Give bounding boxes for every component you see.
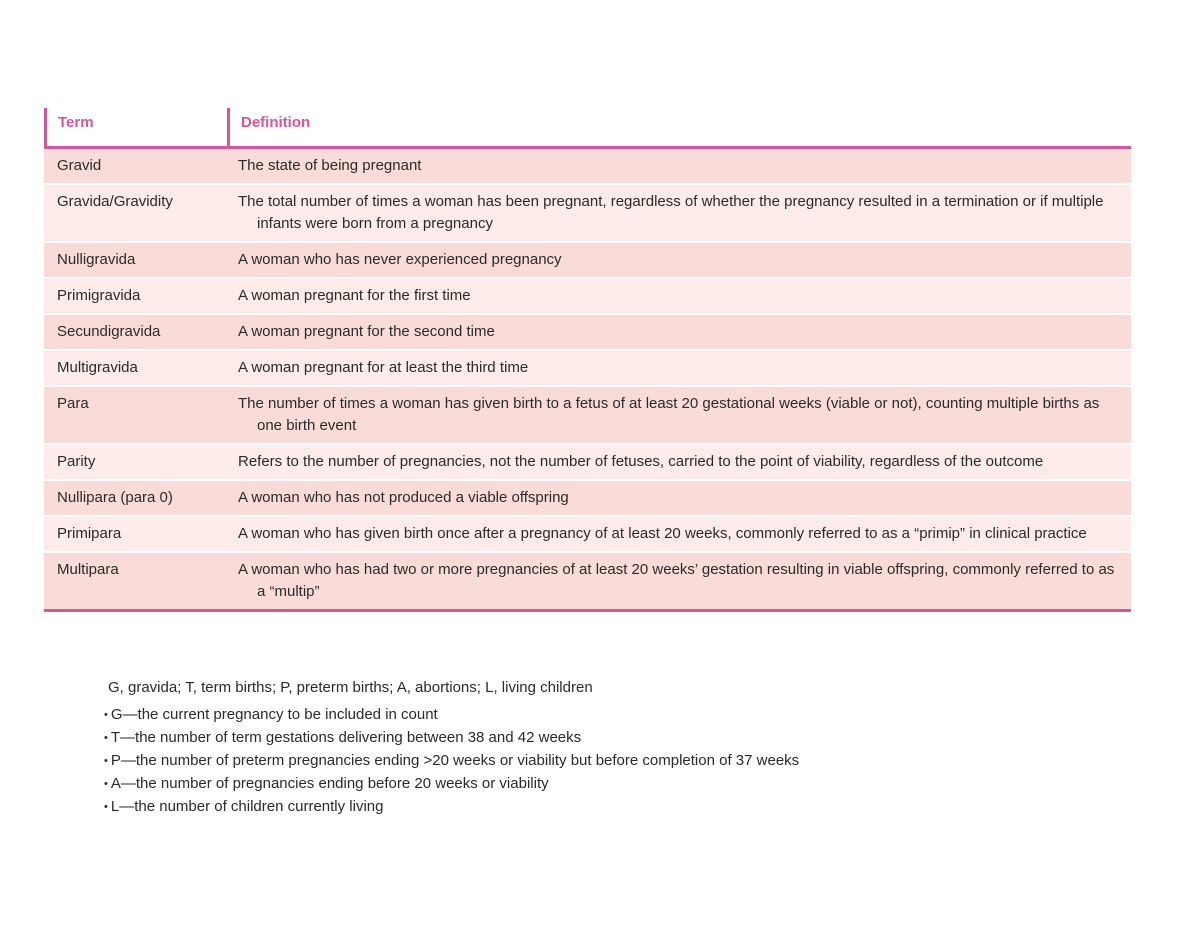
bullet-dot-icon: • bbox=[104, 755, 108, 767]
definition-cell bbox=[227, 445, 1131, 479]
definitions-table bbox=[44, 108, 1131, 612]
bullet-text: P—the number of preterm pregnancies ending >20 weeks or viability but before completion of 37 weeks bbox=[110, 752, 800, 769]
definition-cell bbox=[227, 243, 1131, 277]
table-row bbox=[44, 551, 1131, 609]
term-cell: Parity bbox=[57, 453, 96, 470]
definition-text: A woman who has given birth once after a pregnancy of at least 20 weeks, commonly referred to as a “primip” in clinical practice bbox=[238, 525, 1087, 542]
table-row bbox=[44, 349, 1131, 385]
bullet-dot-icon: • bbox=[104, 801, 108, 813]
list-item bbox=[104, 704, 799, 727]
definition-cell bbox=[227, 149, 1131, 183]
term-cell: Gravid bbox=[57, 157, 102, 174]
definition-text: A woman pregnant for the first time bbox=[238, 287, 471, 304]
definition-cell bbox=[227, 517, 1131, 551]
term-column-header: Term bbox=[44, 108, 227, 146]
term-cell: Para bbox=[57, 395, 89, 412]
bullet-dot-icon: • bbox=[104, 778, 108, 790]
table-row bbox=[44, 515, 1131, 551]
term-cell: Secundigravida bbox=[57, 323, 161, 340]
table-row bbox=[44, 443, 1131, 479]
list-item bbox=[104, 750, 799, 773]
table-row bbox=[44, 183, 1131, 241]
definition-text: A woman pregnant for the second time bbox=[238, 323, 495, 340]
table-row bbox=[44, 277, 1131, 313]
list-item bbox=[104, 773, 799, 796]
definition-cell bbox=[227, 351, 1131, 385]
term-cell: Nulligravida bbox=[57, 251, 136, 268]
list-item bbox=[104, 796, 799, 819]
definition-cell bbox=[227, 315, 1131, 349]
table-bottom-rule bbox=[44, 609, 1131, 612]
table-row bbox=[44, 385, 1131, 443]
table-body bbox=[44, 149, 1131, 609]
term-cell: Multigravida bbox=[57, 359, 138, 376]
definition-text: The state of being pregnant bbox=[238, 157, 422, 174]
bullet-text: T—the number of term gestations delivering between 38 and 42 weeks bbox=[110, 729, 582, 746]
term-cell: Primipara bbox=[57, 525, 122, 542]
definition-text: A woman who has had two or more pregnancies of at least 20 weeks’ gestation resulting in viable offspring, commonly referred to as a “multip” bbox=[238, 561, 1115, 600]
bullet-text: A—the number of pregnancies ending before 20 weeks or viability bbox=[110, 775, 549, 792]
table-row bbox=[44, 241, 1131, 277]
abbreviation-footnote: G, gravida; T, term births; P, preterm births; A, abortions; L, living children bbox=[108, 679, 593, 696]
term-cell: Nullipara (para 0) bbox=[57, 489, 173, 506]
term-cell: Multipara bbox=[57, 561, 119, 578]
definition-cell bbox=[227, 481, 1131, 515]
list-item bbox=[104, 727, 799, 750]
definition-cell bbox=[227, 553, 1131, 609]
gtpal-bullet-list bbox=[104, 704, 799, 819]
table-header bbox=[44, 108, 1131, 149]
table-row bbox=[44, 479, 1131, 515]
bullet-dot-icon: • bbox=[104, 732, 108, 744]
bullet-text: L—the number of children currently living bbox=[110, 798, 384, 815]
definition-cell bbox=[227, 387, 1131, 443]
term-cell: Primigravida bbox=[57, 287, 141, 304]
definition-text: Refers to the number of pregnancies, not the number of fetuses, carried to the point of viability, regardless of the outcome bbox=[238, 453, 1044, 470]
definition-text: The number of times a woman has given birth to a fetus of at least 20 gestational weeks (viable or not), counting multiple births as one birth event bbox=[238, 395, 1100, 434]
definition-text: The total number of times a woman has been pregnant, regardless of whether the pregnancy resulted in a termination or if multiple infants were born from a pregnancy bbox=[238, 193, 1104, 232]
definition-text: A woman who has not produced a viable offspring bbox=[238, 489, 569, 506]
term-cell: Gravida/Gravidity bbox=[57, 193, 173, 210]
definition-text: A woman pregnant for at least the third time bbox=[238, 359, 529, 376]
definition-cell bbox=[227, 185, 1131, 241]
table-row bbox=[44, 313, 1131, 349]
definition-cell bbox=[227, 279, 1131, 313]
definition-text: A woman who has never experienced pregnancy bbox=[238, 251, 562, 268]
table-row bbox=[44, 149, 1131, 183]
bullet-dot-icon: • bbox=[104, 709, 108, 721]
bullet-text: G—the current pregnancy to be included in count bbox=[110, 706, 438, 723]
definition-column-header: Definition bbox=[227, 108, 1131, 146]
